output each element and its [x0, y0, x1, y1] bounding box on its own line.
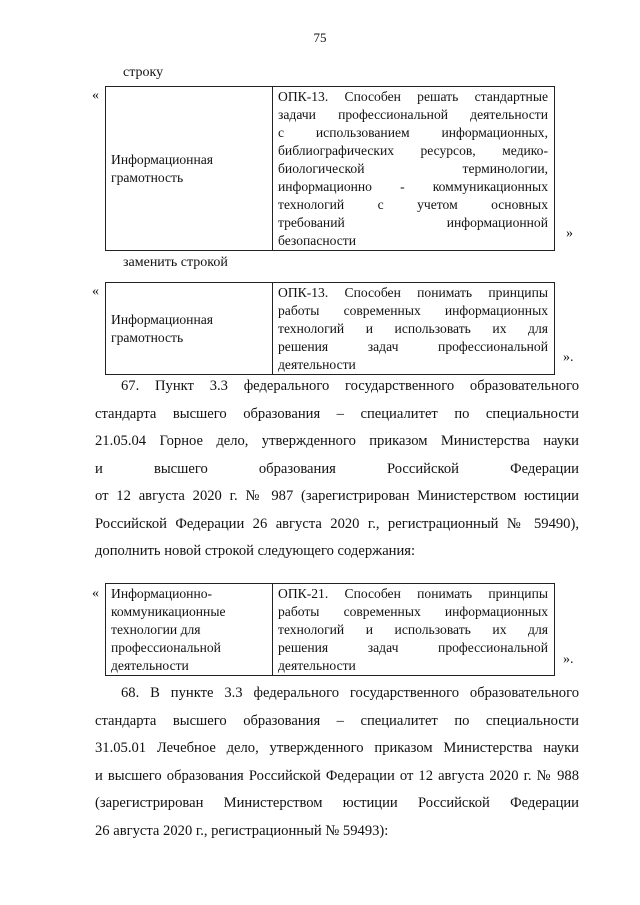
description-line: деятельности — [278, 357, 356, 372]
paragraph-line: стандарта высшего образования – специалитет по специальности — [95, 712, 579, 729]
competency-group-cell — [106, 283, 273, 375]
competency-description-cell — [273, 87, 555, 251]
paragraph-line: 67. Пункт 3.3 федерального государственного образовательного — [121, 378, 579, 394]
description-line: ОПК-21. Способен понимать принципы — [278, 586, 548, 601]
close-quote-3: ». — [563, 652, 574, 667]
paragraph-68 — [95, 680, 579, 845]
description-line: ОПК-13. Способен понимать принципы — [278, 285, 548, 300]
paragraph-line: 68. В пункте 3.3 федерального государственного образовательного — [121, 685, 579, 701]
paragraph-67 — [95, 373, 579, 566]
description-line: требований информационной — [278, 215, 548, 230]
description-line: технологий с учетом основных — [278, 197, 548, 212]
label-replace: заменить строкой — [123, 255, 228, 270]
group-line: профессиональной — [111, 640, 221, 655]
description-line: библиографических ресурсов, медико- — [278, 143, 548, 158]
paragraph-line: 31.05.01 Лечебное дело, утвержденного приказом Министерства науки — [95, 740, 579, 756]
description-line: технологий и использовать их для — [278, 622, 548, 637]
description-line: решения задач профессиональной — [278, 640, 548, 655]
group-line: коммуникационные — [111, 604, 226, 619]
paragraph-line: от 12 августа 2020 г. № 987 (зарегистрирован Министерством юстиции — [95, 488, 579, 504]
paragraph-line: дополнить новой строкой следующего содержания: — [95, 543, 416, 559]
group-line: деятельности — [111, 658, 189, 673]
competency-description-cell — [273, 584, 555, 676]
description-line: информационно - коммуникационных — [278, 179, 548, 194]
competency-group-cell — [106, 584, 273, 676]
group-line: технологии для — [111, 622, 201, 637]
description-line: деятельности — [278, 658, 356, 673]
competency-group-cell — [106, 87, 273, 251]
open-quote-1: « — [92, 88, 99, 103]
paragraph-line: (зарегистрирован Министерством юстиции Российской Федерации — [95, 795, 579, 811]
competency-group-text: Информационная грамотность — [111, 312, 214, 345]
competency-description-cell — [273, 283, 555, 375]
description-line: технологий и использовать их для — [278, 321, 548, 336]
description-line: с использованием информационных, — [278, 125, 548, 140]
group-line: Информационно- — [111, 586, 213, 601]
table-new-row — [105, 583, 555, 676]
paragraph-line: 26 августа 2020 г., регистрационный № 59493): — [95, 822, 389, 839]
paragraph-line: стандарта высшего образования – специалитет по специальности — [95, 405, 579, 422]
competency-group-text: Информационная грамотность — [111, 152, 214, 185]
paragraph-line: и высшего образования Российской Федерации — [95, 460, 579, 477]
description-line: биологической терминологии, — [278, 161, 548, 176]
page-number: 75 — [313, 30, 327, 45]
open-quote-3: « — [92, 586, 99, 601]
close-quote-1: » — [566, 226, 573, 241]
table-replacement-row — [105, 282, 555, 375]
description-line: безопасности — [278, 233, 357, 248]
paragraph-line: Российской Федерации 26 августа 2020 г., регистрационный № 59490), — [95, 515, 579, 532]
description-line: решения задач профессиональной — [278, 339, 548, 354]
label-stroku: строку — [123, 65, 164, 80]
description-line: работы современных информационных — [278, 303, 548, 318]
description-line: задачи профессиональной деятельности — [278, 107, 548, 122]
paragraph-line: 21.05.04 Горное дело, утвержденного приказом Министерства науки — [95, 433, 579, 449]
close-quote-2: ». — [563, 350, 574, 365]
description-line: работы современных информационных — [278, 604, 548, 619]
description-line: ОПК-13. Способен решать стандартные — [278, 89, 548, 104]
table-original-row — [105, 86, 555, 251]
open-quote-2: « — [92, 284, 99, 299]
paragraph-line: и высшего образования Российской Федерации от 12 августа 2020 г. № 988 — [95, 767, 579, 784]
